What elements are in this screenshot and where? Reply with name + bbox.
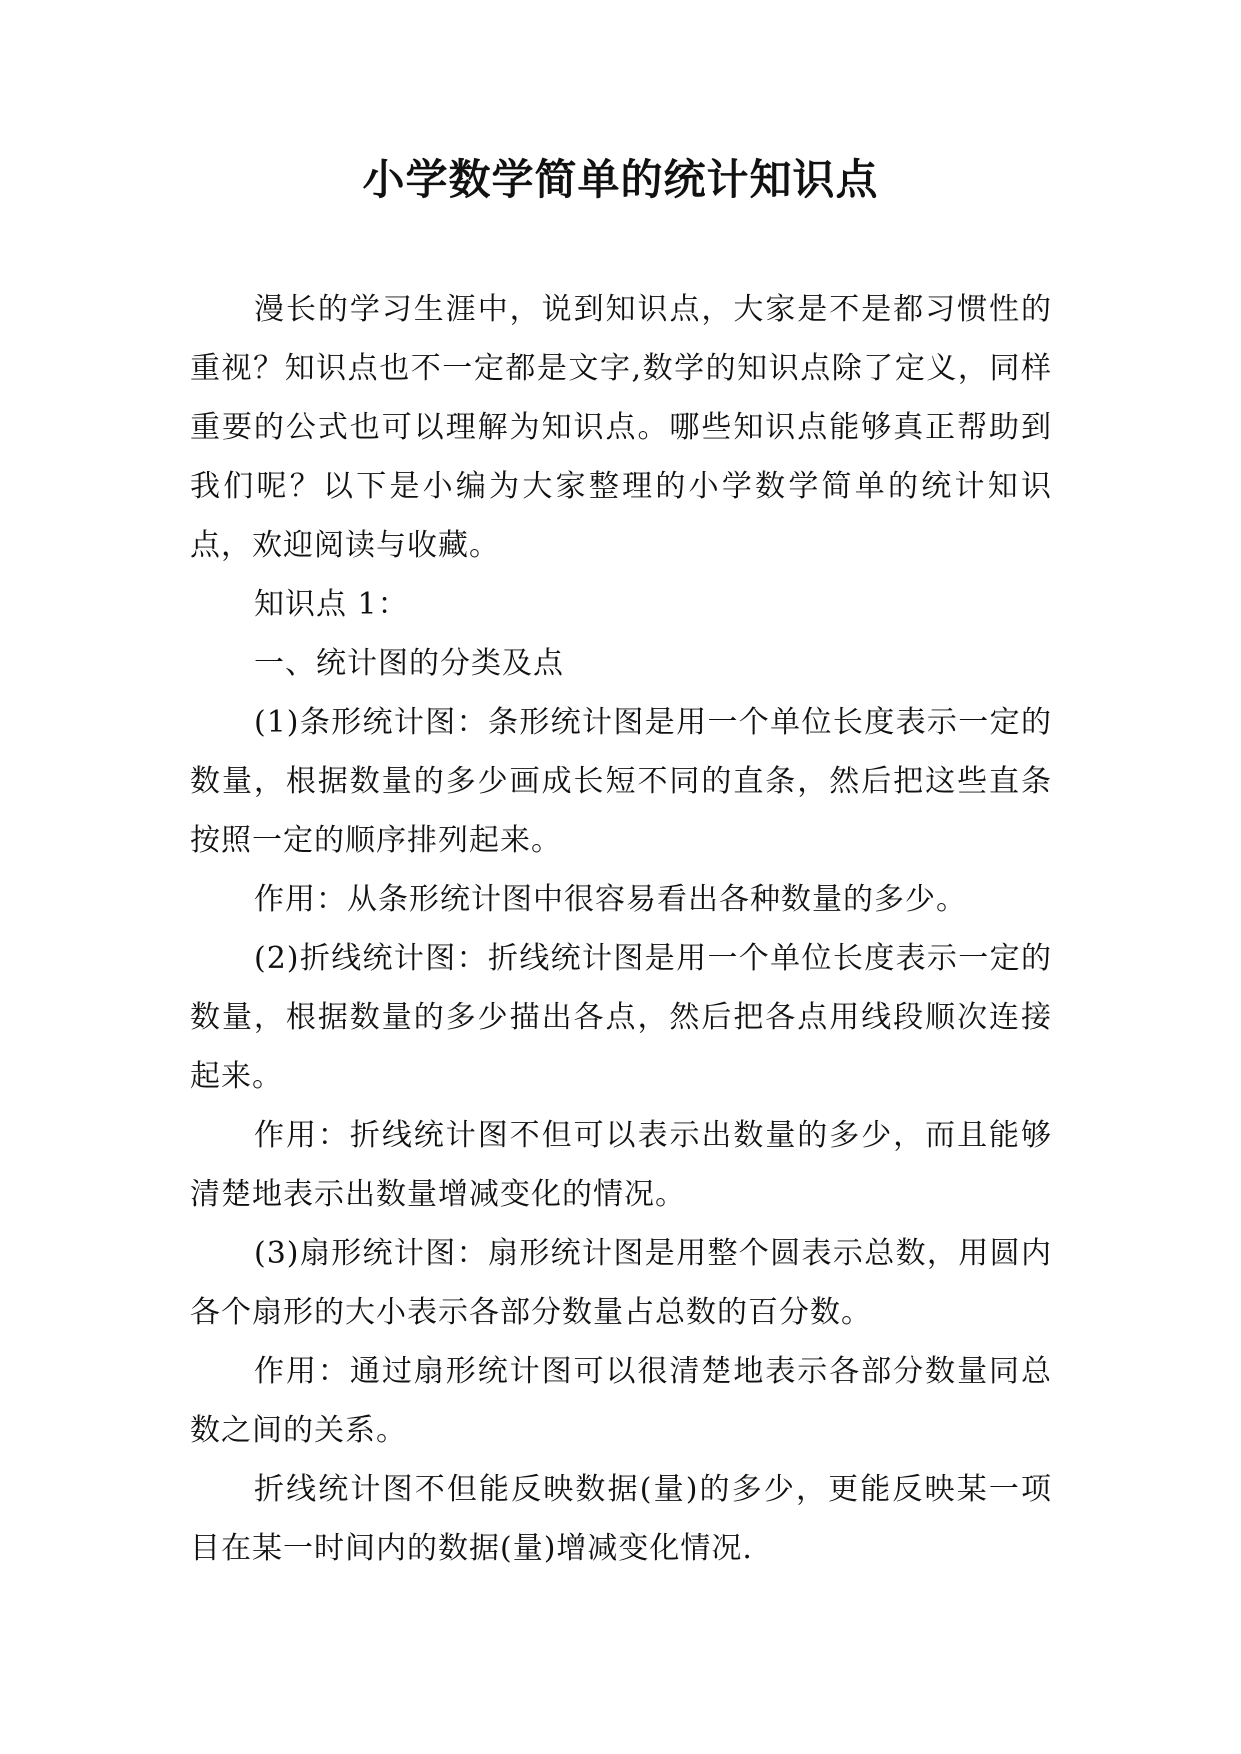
line-chart-usage: 作用：折线统计图不但可以表示出数量的多少，而且能够清楚地表示出数量增减变化的情况。 [190, 1118, 1052, 1212]
section-heading: 一、统计图的分类及点 [254, 646, 564, 681]
bar-chart-definition: (1)条形统计图：条形统计图是用一个单位长度表示一定的数量，根据数量的多少画成长短不同的直条，然后把这些直条按照一定的顺序排列起来。 [190, 705, 1052, 858]
line-chart-summary: 折线统计图不但能反映数据(量)的多少，更能反映某一项目在某一时间内的数据(量)增减变化情况. [190, 1472, 1052, 1566]
line-chart-definition: (2)折线统计图：折线统计图是用一个单位长度表示一定的数量，根据数量的多少描出各点，然后把各点用线段顺次连接起来。 [190, 941, 1052, 1094]
document-title: 小学数学简单的统计知识点 [362, 155, 879, 204]
intro-paragraph: 漫长的学习生涯中，说到知识点，大家是不是都习惯性的重视？知识点也不一定都是文字,数学的知识点除了定义，同样重要的公式也可以理解为知识点。哪些知识点能够真正帮助到我们呢？以下是小编为大家整理的小学数学简单的统计知识点，欢迎阅读与收藏。 [190, 292, 1052, 563]
section-label: 知识点 1： [254, 587, 409, 622]
bar-chart-usage: 作用：从条形统计图中很容易看出各种数量的多少。 [254, 882, 967, 917]
pie-chart-definition: (3)扇形统计图：扇形统计图是用整个圆表示总数，用圆内各个扇形的大小表示各部分数量占总数的百分数。 [190, 1236, 1052, 1330]
document-body [190, 280, 1052, 1578]
pie-chart-usage: 作用：通过扇形统计图可以很清楚地表示各部分数量同总数之间的关系。 [190, 1354, 1052, 1448]
